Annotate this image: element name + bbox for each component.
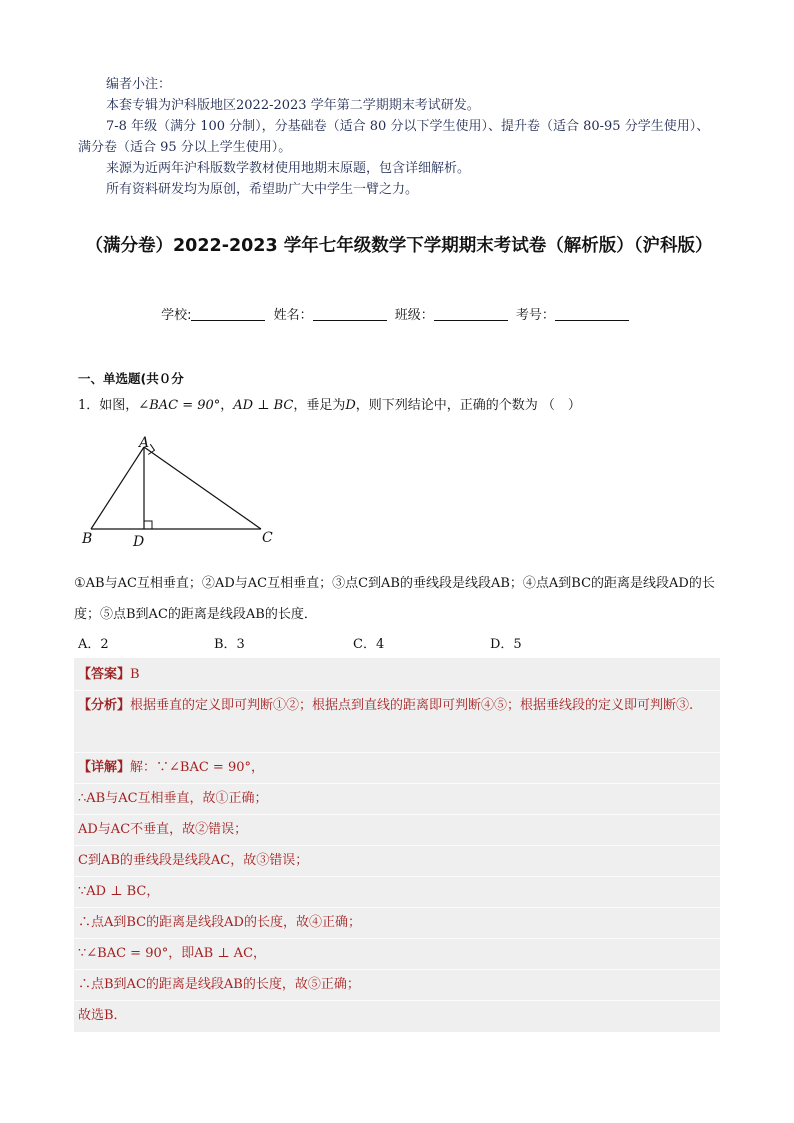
analysis-line [78,690,718,721]
detail-line: ∵∠BAC = 90°，即AB ⊥ AC， [78,946,267,961]
student-info-fields [0,304,794,323]
option-a[interactable]: A．2 [78,637,109,652]
detail-line: 故选B． [78,1008,127,1023]
section-heading: 一、单选题(共０分 [78,371,184,386]
exam-number-label: 考号： [515,308,555,323]
detail-text: 解：∵∠BAC = 90°， [130,760,264,775]
vertex-label-d: D [133,534,145,550]
right-angle-mark-d [144,521,152,529]
foot-point: D [345,398,356,413]
condition-angle: ∠BAC = 90° [138,398,221,413]
school-label: 学校: [161,308,192,323]
analysis-text: 根据垂直的定义即可判断①②；根据点到直线的距离即可判断④⑤；根据垂线段的定义即可判断③. [130,698,694,713]
option-d[interactable]: D．5 [490,637,522,652]
detail-line: ∴点B到AC的距离是线段AB的长度，故⑤正确； [78,977,360,992]
detail-line: ∴点A到BC的距离是线段AD的长度，故④正确； [78,915,361,930]
editor-note [78,74,720,200]
exam-title: （满分卷）2022-2023 学年七年级数学下学期期末考试卷（解析版）（沪科版） [85,236,713,256]
condition-perpendicular: AD ⊥ BC [233,398,294,413]
vertex-label-b: B [82,531,93,547]
class-label: 班级： [394,308,434,323]
question-1-stem [78,394,718,413]
name-label: 姓名： [273,308,313,323]
detail-line: AD与AC不垂直，故②错误； [78,822,248,837]
segment-ac [144,447,261,529]
question-number: 1． [78,398,100,413]
answer-tag: 【答案】 [78,667,131,682]
name-blank[interactable] [313,306,387,321]
detail-tag: 【详解】 [78,760,131,775]
vertex-label-a: A [139,435,150,451]
question-text: ，则下列结论中，正确的个数为 （ ） [355,398,581,413]
note-line: 所有资料研发均为原创，希望助广大中学生一臂之力。 [106,182,419,197]
detail-line: C到AB的垂线段是线段AC，故③错误； [78,853,309,868]
note-line: 7-8 年级（满分 100 分制），分基础卷（适合 80 分以下学生使用）、提升卷（适合 80-95 分学生使用）、满分卷（适合 95 分以上学生使用）。 [78,119,710,155]
question-text: ，垂足为 [293,398,346,413]
question-statements: ①AB与AC互相垂直；②AD与AC互相垂直；③点C到AB的垂线段是线段AB；④点A到BC的距离是线段AD的长度；⑤点B到AC的距离是线段AB的长度． [74,576,715,622]
analysis-tag: 【分析】 [78,698,131,713]
question-text: ， [220,398,234,413]
answer-line [78,659,718,690]
note-line: 本套专辑为沪科版地区2022-2023 学年第二学期期末考试研发。 [106,98,480,113]
note-line: 编者小注： [106,77,172,92]
solution-panel [74,658,720,1032]
segment-ab [91,447,144,529]
detail-line: ∴AB与AC互相垂直，故①正确； [78,791,268,806]
vertex-label-c: C [262,530,273,546]
question-text: 如图， [99,398,139,413]
answer-value: B [130,667,140,682]
option-b[interactable]: B．3 [214,637,245,652]
detail-line [78,752,718,783]
class-blank[interactable] [434,306,508,321]
note-line: 来源为近两年沪科版数学教材使用地期末原题，包含详细解析。 [106,161,471,176]
exam-number-blank[interactable] [555,306,629,321]
school-blank[interactable] [191,306,265,321]
triangle-figure [78,432,288,552]
right-angle-mark-a [148,444,154,454]
detail-line: ∵AD ⊥ BC， [78,884,160,899]
option-c[interactable]: C．4 [353,637,385,652]
